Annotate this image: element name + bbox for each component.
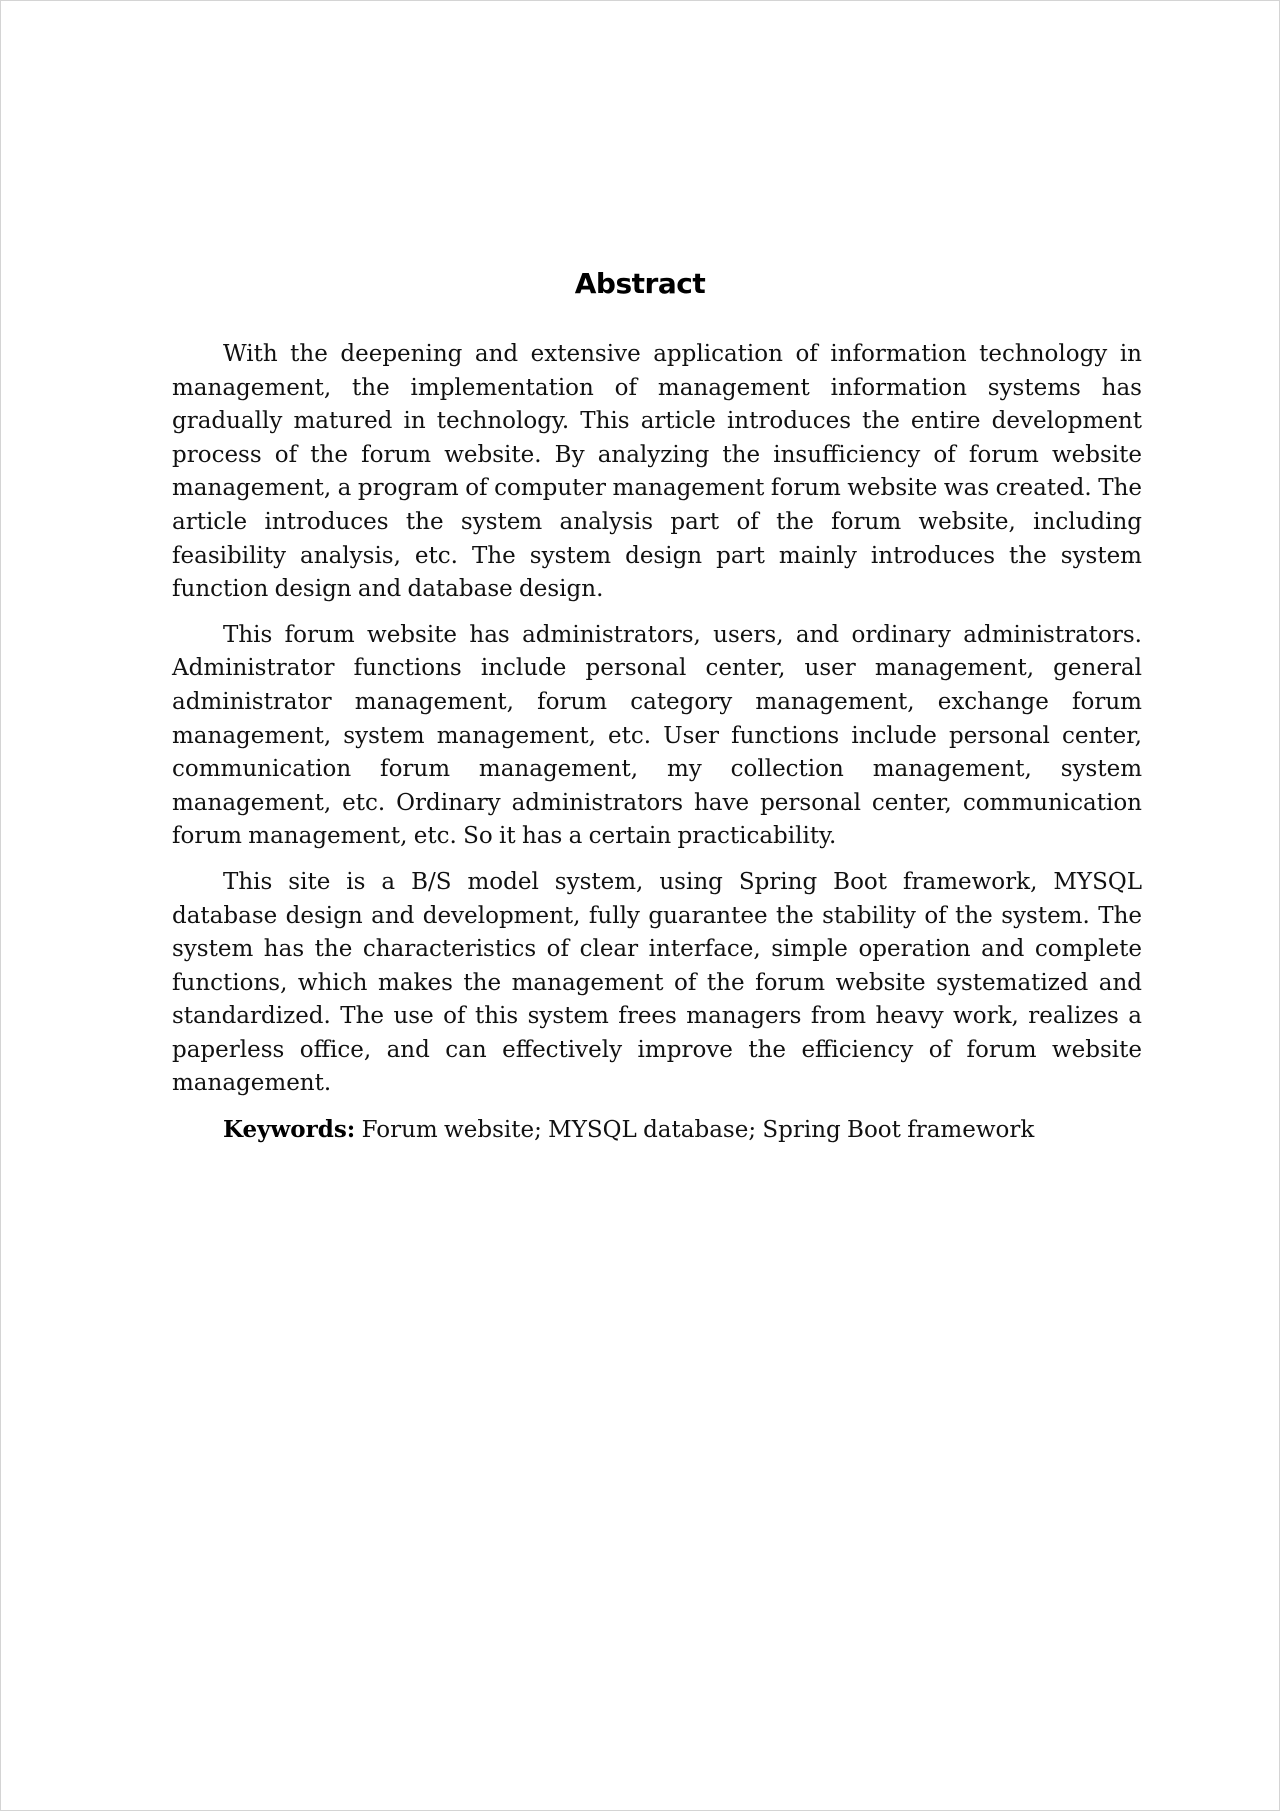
keywords-line <box>172 1113 1142 1148</box>
abstract-paragraph-1: With the deepening and extensive application of information technology in management, the implementation of management information systems has gradually matured in technology. This article introduces the entire development process of the forum website. By analyzing the insufficiency of forum website management, a program of computer management forum website was created. The article introduces the system analysis part of the forum website, including feasibility analysis, etc. The system design part mainly introduces the system function design and database design. <box>172 341 1142 603</box>
abstract-body <box>172 338 1142 1148</box>
keywords-text: Forum website; MYSQL database; Spring Boot framework <box>361 1117 1035 1144</box>
abstract-paragraph-2: This forum website has administrators, users, and ordinary administrators. Administrator functions include personal center, user management, general administrator management, forum category management, exchange forum management, system management, etc. User functions include personal center, communication forum management, my collection management, system management, etc. Ordinary administrators have personal center, communication forum management, etc. So it has a certain practicability. <box>172 621 1142 850</box>
keywords-label: Keywords: <box>223 1116 356 1144</box>
page-title: Abstract <box>574 267 706 300</box>
abstract-paragraph-3: This site is a B/S model system, using Spring Boot framework, MYSQL database design and development, fully guarantee the stability of the system. The system has the characteristics of clear interface, simple operation and complete functions, which makes the management of the forum website systematized and standardized. The use of this system frees managers from heavy work, realizes a paperless office, and can effectively improve the efficiency of forum website management. <box>172 868 1142 1097</box>
